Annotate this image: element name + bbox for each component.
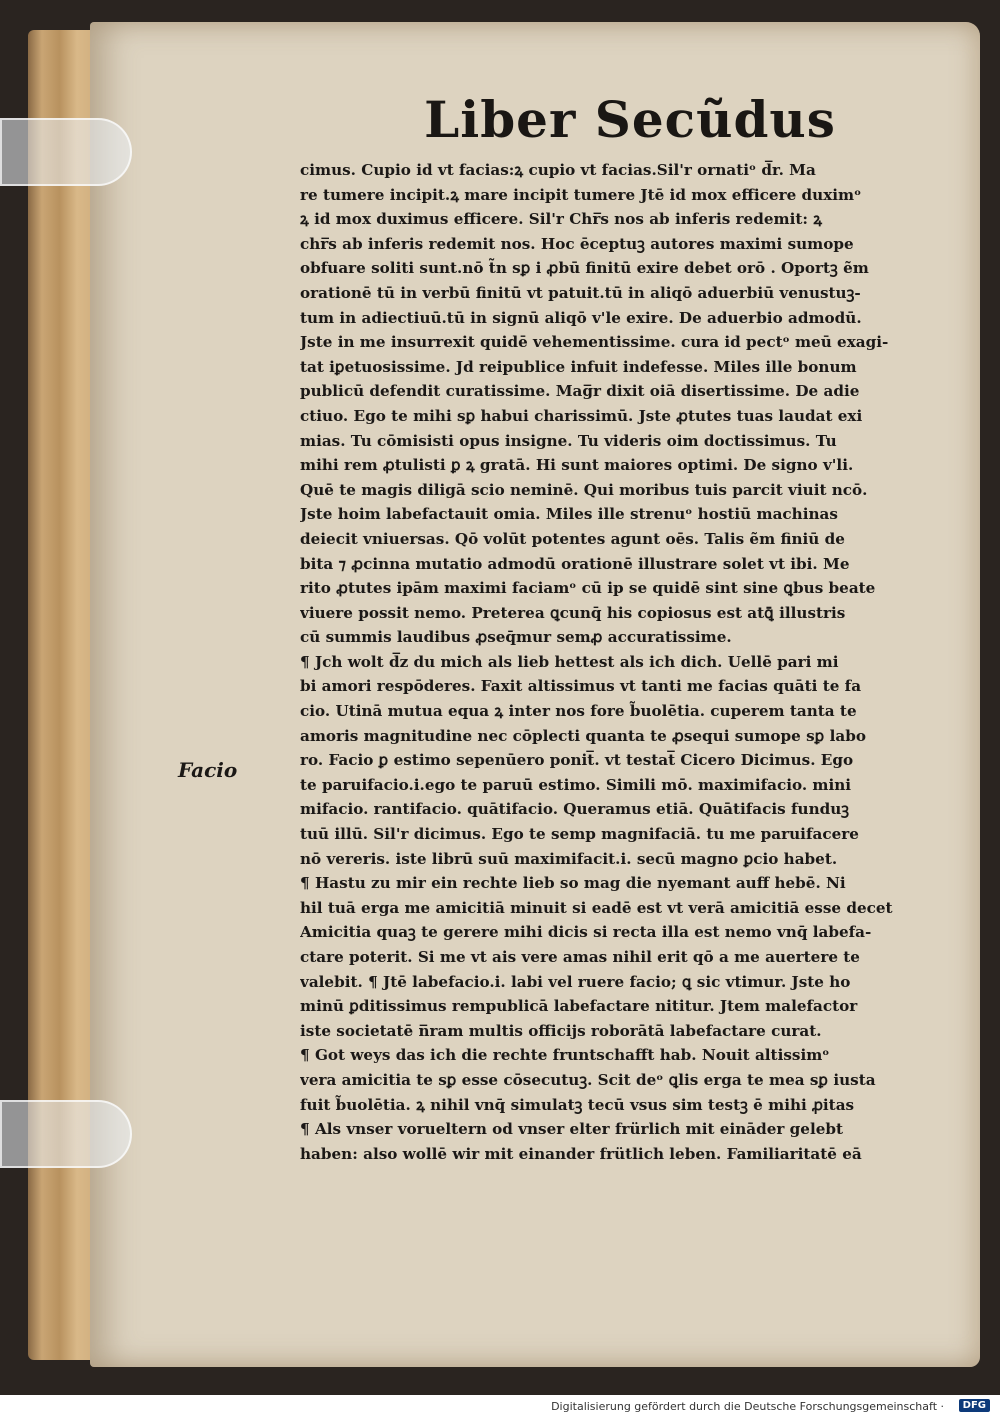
text-line: cū summis laudibus ꝓseq̄mur semꝓ accuratissime. bbox=[300, 628, 732, 647]
text-line: tuū illū. Sil'r dicimus. Ego te semp magnifaciā. tu me paruifacere bbox=[300, 825, 859, 844]
text-line: mifacio. rantifacio. quātifacio. Queramus etiā. Quātifacis funduꝫ bbox=[300, 800, 850, 819]
text-line: viuere possit nemo. Preterea ꝗcunq̄ his copiosus est atꝗ̄ illustris bbox=[300, 603, 846, 622]
text-line: tat iꝑetuosissime. Jd reipublice infuit indefesse. Miles ille bonum bbox=[300, 357, 857, 376]
text-line: ctiuo. Ego te mihi sꝑ habui charissimū. Jste ꝓtutes tuas laudat exi bbox=[300, 406, 863, 425]
text-line: ¶ Got weys das ich die rechte fruntschafft hab. Nouit altissimᵒ bbox=[300, 1046, 830, 1065]
text-line: Amicitia quaꝫ te gerere mihi dicis si recta illa est nemo vnq̄ labefa- bbox=[300, 923, 872, 942]
text-line: haben: also wollē wir mit einander frütlich leben. Familiaritatē eā bbox=[300, 1144, 862, 1163]
text-line: hil tuā erga me amicitiā minuit si eadē est vt verā amicitiā esse decet bbox=[300, 898, 893, 917]
dfg-logo: DFG bbox=[959, 1399, 990, 1412]
text-line: rito ꝓtutes ipām maximi faciamᵒ cū ip se quidē sint sine ꝗbus beate bbox=[300, 579, 876, 598]
text-line: mihi rem ꝓtulisti ꝑ ꝝ gratā. Hi sunt maiores optimi. De signo v'li. bbox=[300, 456, 854, 475]
text-line: chr̅s ab inferis redemit nos. Hoc ēceptuꝫ autores maximi sumope bbox=[300, 234, 854, 253]
text-line: ¶ Als vnser vorueltern od vnser elter frürlich mit eināder gelebt bbox=[300, 1120, 844, 1139]
text-line: ꝝ id mox duximus efficere. Sil'r Chr̅s nos ab inferis redemit: ꝝ bbox=[300, 210, 823, 229]
running-heading: Liber Secũdus bbox=[424, 90, 836, 149]
text-line: bita ⁊ ꝓcinna mutatio admodū orationē illustrare solet vt ibi. Me bbox=[300, 554, 850, 573]
text-line: iste societatē n̅ram multis officijs roborātā labefactare curat. bbox=[300, 1021, 822, 1040]
text-line: bi amori respōderes. Faxit altissimus vt tanti me facias quāti te fa bbox=[300, 677, 862, 696]
text-line: publicū defendit curatissime. Mag̅r dixit oiā disertissime. De adie bbox=[300, 382, 860, 401]
text-line: valebit. ¶ Jtē labefacio.i. labi vel ruere facio; ꝗ sic vtimur. Jste ho bbox=[300, 972, 851, 991]
footer-bar bbox=[0, 1395, 1000, 1419]
text-line: cimus. Cupio id vt facias:ꝝ cupio vt facias.Sil'r ornatiᵒ d̅r. Ma bbox=[300, 161, 816, 179]
text-line: Quē te magis diligā scio neminē. Qui moribus tuis parcit viuit ncō. bbox=[300, 480, 868, 499]
text-line: Jste hoim labefactauit omia. Miles ille strenuᵒ hostiū machinas bbox=[300, 505, 838, 524]
text-line: Jste in me insurrexit quidē vehementissime. cura id pectᵒ meū exagi- bbox=[300, 333, 889, 352]
text-line: fuit b̃uolētia. ꝝ nihil vnq̄ simulatꝫ tecū vsus sim testꝫ ē mihi ꝓitas bbox=[300, 1095, 855, 1114]
funding-credit: Digitalisierung gefördert durch die Deutsche Forschungsgemeinschaft · bbox=[551, 1400, 944, 1413]
text-line: ¶ Jch wolt d̅z du mich als lieb hettest als ich dich. Uellē pari mi bbox=[300, 652, 839, 671]
text-line: ro. Facio ꝑ estimo sepenūero ponit̅. vt testat̅ Cicero Dicimus. Ego bbox=[300, 751, 854, 770]
page-clip-top bbox=[0, 118, 132, 186]
text-line: obfuare soliti sunt.nō t̃n sꝑ i ꝓbū finitū exire debet orō . Oportꝫ ẽm bbox=[300, 259, 869, 278]
text-line: minū ꝑditissimus rempublicā labefactare nititur. Jtem malefactor bbox=[300, 997, 858, 1016]
margin-note: Facio bbox=[178, 758, 238, 782]
text-line: mias. Tu cōmisisti opus insigne. Tu videris oim doctissimus. Tu bbox=[300, 431, 837, 450]
page-clip-bottom bbox=[0, 1100, 132, 1168]
text-line: cio. Utinā mutua equa ꝝ inter nos fore b̃uolētia. cuperem tanta te bbox=[300, 702, 857, 721]
body-text-block bbox=[300, 158, 950, 1166]
text-line: orationē tū in verbū finitū vt patuit.tū in aliqō aduerbiū venustuꝫ- bbox=[300, 283, 861, 302]
text-line: te paruifacio.i.ego te paruū estimo. Simili mō. maximifacio. mini bbox=[300, 775, 852, 794]
text-line: ctare poterit. Si me vt ais vere amas nihil erit qō a me auertere te bbox=[300, 948, 860, 966]
text-line: vera amicitia te sꝑ esse cōsecutuꝫ. Scit deᵒ ꝗlis erga te mea sꝑ iusta bbox=[300, 1070, 876, 1089]
text-line: amoris magnitudine nec cōplecti quanta te ꝓsequi sumope sꝑ labo bbox=[300, 726, 866, 745]
text-line: re tumere incipit.ꝝ mare incipit tumere Jtē id mox efficere duximᵒ bbox=[300, 185, 862, 204]
text-line: ¶ Hastu zu mir ein rechte lieb so mag die nyemant auff hebē. Ni bbox=[300, 874, 846, 893]
text-line: tum in adiectiuū.tū in signū aliqō v'le exire. De aduerbio admodū. bbox=[300, 308, 862, 327]
text-line: deiecit vniuersas. Qō volūt potentes agunt oēs. Talis ẽm finiū de bbox=[300, 529, 845, 548]
text-line: nō vereris. iste librū suū maximifacit.i. secū magno ꝑcio habet. bbox=[300, 849, 838, 868]
